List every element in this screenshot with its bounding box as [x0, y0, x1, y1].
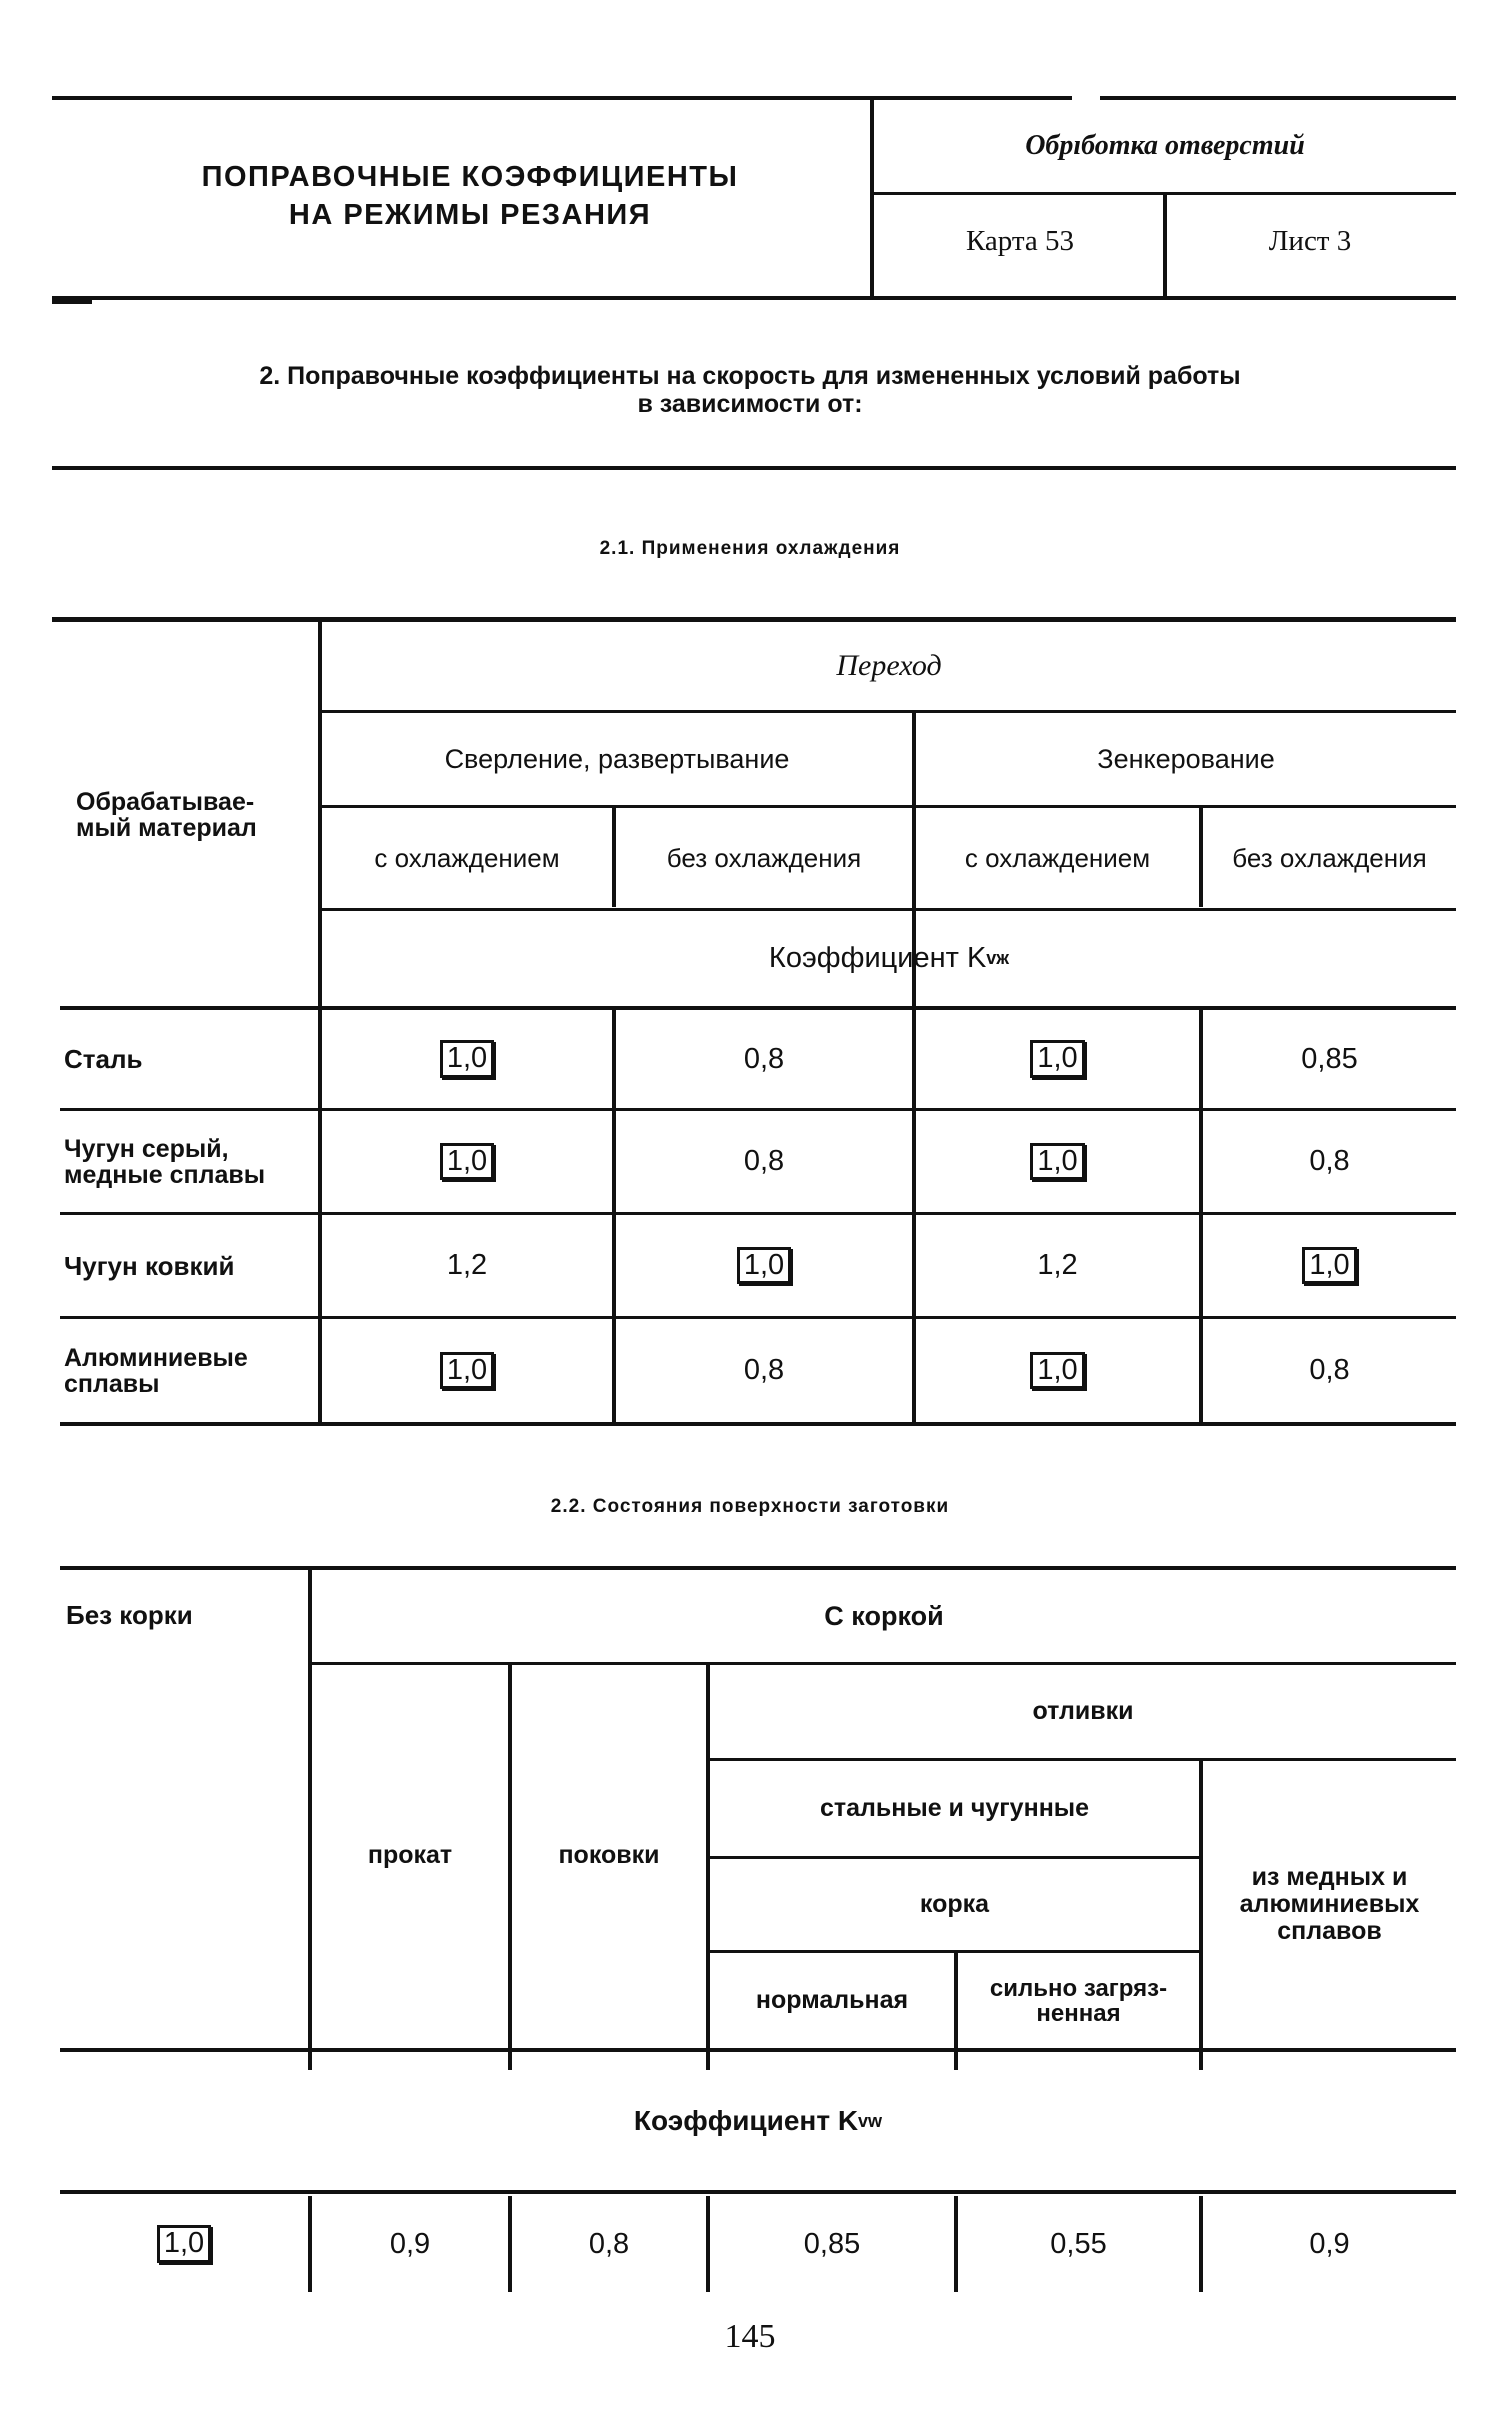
t2-normal: нормальная [755, 1986, 909, 2014]
header-bottom-rule [52, 296, 1456, 300]
t2-coef-sub: vw [858, 2110, 883, 2131]
t2-no-crust: Без корки [66, 1600, 193, 1630]
t1-row4-material [64, 1319, 314, 1422]
title-line1: ПОПРАВОЧНЫЕ КОЭФФИЦИЕНТЫ [201, 161, 739, 193]
t1-op-countersinking: Зенкерование [1097, 743, 1275, 774]
t1-row1-v1-box: 1,0 [440, 1040, 494, 1078]
header-top-rule-right [1100, 96, 1456, 100]
header-card-divider [1163, 194, 1167, 298]
sheet-number: Лист 3 [1268, 225, 1352, 257]
t1-coef-text: Коэффициент K [768, 942, 987, 974]
intro-line1: 2. Поправочные коэффициенты на скорость для измененных условий работы [259, 362, 1241, 390]
t2-value-3 [512, 2196, 706, 2292]
t1-row4-v2 [616, 1319, 912, 1422]
section-label: Обрıботка отверстий [1025, 130, 1305, 161]
t1-row3-v1 [322, 1215, 612, 1316]
t2-dirty-line2: ненная [1036, 1999, 1121, 2027]
t1-row2-v2-text: 0,8 [743, 1145, 785, 1177]
t1-row2-material-line2: медные сплавы [64, 1160, 266, 1189]
t1-row2-material [64, 1111, 314, 1212]
t1-row3-v2 [616, 1215, 912, 1316]
intro-text [60, 362, 1440, 418]
t1-row1-v3-box: 1,0 [1030, 1040, 1084, 1078]
t1-cooling-3: с охлаждением [964, 842, 1151, 873]
t1-row1-v4-text: 0,85 [1301, 1042, 1358, 1075]
t1-row3-v4-box: 1,0 [1302, 1247, 1356, 1285]
t2-value-6 [1203, 2196, 1456, 2292]
t2-value-3-text: 0,8 [588, 2227, 630, 2260]
t1-row4-v4 [1203, 1319, 1456, 1422]
t1-row2-v2 [616, 1111, 912, 1212]
t2-value-4 [710, 2196, 954, 2292]
t1-row1-v2 [616, 1010, 912, 1108]
t1-row1-material-line1: Сталь [64, 1044, 143, 1074]
t1-row2-v1-box: 1,0 [440, 1143, 494, 1181]
t1-row3-v3-text: 1,2 [1037, 1249, 1078, 1281]
table1-caption: 2.1. Применения охлаждения [599, 538, 901, 559]
t2-value-5 [958, 2196, 1199, 2292]
t1-row4-v3 [916, 1319, 1199, 1422]
intro-line2: в зависимости от: [637, 390, 863, 418]
t1-row1-v1 [322, 1010, 612, 1108]
card-number: Карта 53 [965, 225, 1075, 257]
t2-castings: отливки [1032, 1697, 1134, 1725]
t2-rolled: прокат [367, 1840, 453, 1869]
t1-op-drilling: Сверление, развертывание [444, 743, 790, 774]
t1-row4-v1 [322, 1319, 612, 1422]
t2-coef-text: Коэффициент K [633, 2105, 859, 2136]
intro-rule [52, 466, 1456, 470]
header-divider [870, 98, 874, 298]
t2-forged: поковки [558, 1840, 660, 1869]
t1-row1-v4 [1203, 1010, 1456, 1108]
t1-material-header-line2: мый материал [76, 814, 257, 842]
t1-row3-v1-text: 1,2 [446, 1249, 488, 1281]
t2-value-6-text: 0,9 [1309, 2227, 1350, 2260]
t2-nonferrous-line1: из медных и [1251, 1863, 1408, 1891]
t1-cooling-2: без охлаждения [666, 842, 862, 873]
t1-material-header [76, 760, 316, 870]
t1-row2-v4-text: 0,8 [1309, 1145, 1350, 1177]
t2-h-coef-bottom [60, 2190, 1456, 2194]
t1-transition-header: Переход [836, 649, 942, 682]
t2-coef-label [60, 2052, 1456, 2190]
t1-row3-v4 [1203, 1215, 1456, 1316]
t1-row4-material-line2: сплавы [64, 1369, 160, 1398]
t2-steel-iron: стальные и чугунные [819, 1794, 1090, 1822]
t1-row4-v2-text: 0,8 [743, 1354, 785, 1386]
t2-value-1-box: 1,0 [157, 2225, 211, 2263]
t1-row3-material [64, 1215, 314, 1316]
t2-with-crust: С коркой [824, 1600, 944, 1631]
t2-value-4-text: 0,85 [803, 2227, 861, 2260]
t2-nonferrous-line2: алюминиевых [1239, 1890, 1420, 1918]
t2-value-2 [312, 2196, 508, 2292]
t2-value-1 [60, 2196, 308, 2292]
table2-caption: 2.2. Состояния поверхности заготовки [550, 1496, 950, 1517]
header-bottom-rule-thick [52, 298, 92, 304]
t1-row2-material-line1: Чугун серый, [64, 1134, 229, 1163]
header-top-rule [52, 96, 1072, 100]
t1-row1-v3 [916, 1010, 1199, 1108]
t2-value-5-text: 0,55 [1050, 2227, 1107, 2260]
t1-row3-material-line1: Чугун ковкий [64, 1250, 235, 1281]
t1-row1-material [64, 1010, 314, 1108]
t1-material-header-line1: Обрабатывае- [76, 788, 255, 816]
t1-bottom-rule [60, 1422, 1456, 1426]
t1-row1-v2-text: 0,8 [743, 1042, 785, 1075]
t2-nonferrous-line3: сплавов [1277, 1917, 1382, 1945]
t2-crust: корка [919, 1890, 990, 1918]
t1-row2-v3 [916, 1111, 1199, 1212]
t2-dirty [958, 1953, 1199, 2048]
t1-coef-sub: vж [986, 948, 1010, 968]
t2-value-2-text: 0,9 [389, 2227, 431, 2260]
t1-row2-v3-box: 1,0 [1030, 1143, 1084, 1181]
t1-row2-v1 [322, 1111, 612, 1212]
t1-cooling-1: с охлаждением [374, 842, 560, 873]
t2-dirty-line1: сильно загряз- [989, 1974, 1168, 2002]
t1-row4-v1-box: 1,0 [440, 1352, 494, 1390]
t1-row4-material-line1: Алюминиевые [64, 1343, 248, 1372]
t2-nonferrous [1203, 1761, 1456, 2048]
t1-row2-v4 [1203, 1111, 1456, 1212]
t1-coef-label [322, 911, 1456, 1006]
t1-cooling-4: без охлаждения [1232, 842, 1427, 873]
title-line2: НА РЕЖИМЫ РЕЗАНИЯ [288, 199, 652, 231]
t1-row3-v2-box: 1,0 [737, 1247, 791, 1285]
t1-row4-v4-text: 0,8 [1309, 1354, 1350, 1386]
t1-row4-v3-box: 1,0 [1030, 1352, 1084, 1390]
document-title [120, 158, 820, 234]
page-number: 145 [724, 2318, 776, 2355]
t1-row3-v3 [916, 1215, 1199, 1316]
